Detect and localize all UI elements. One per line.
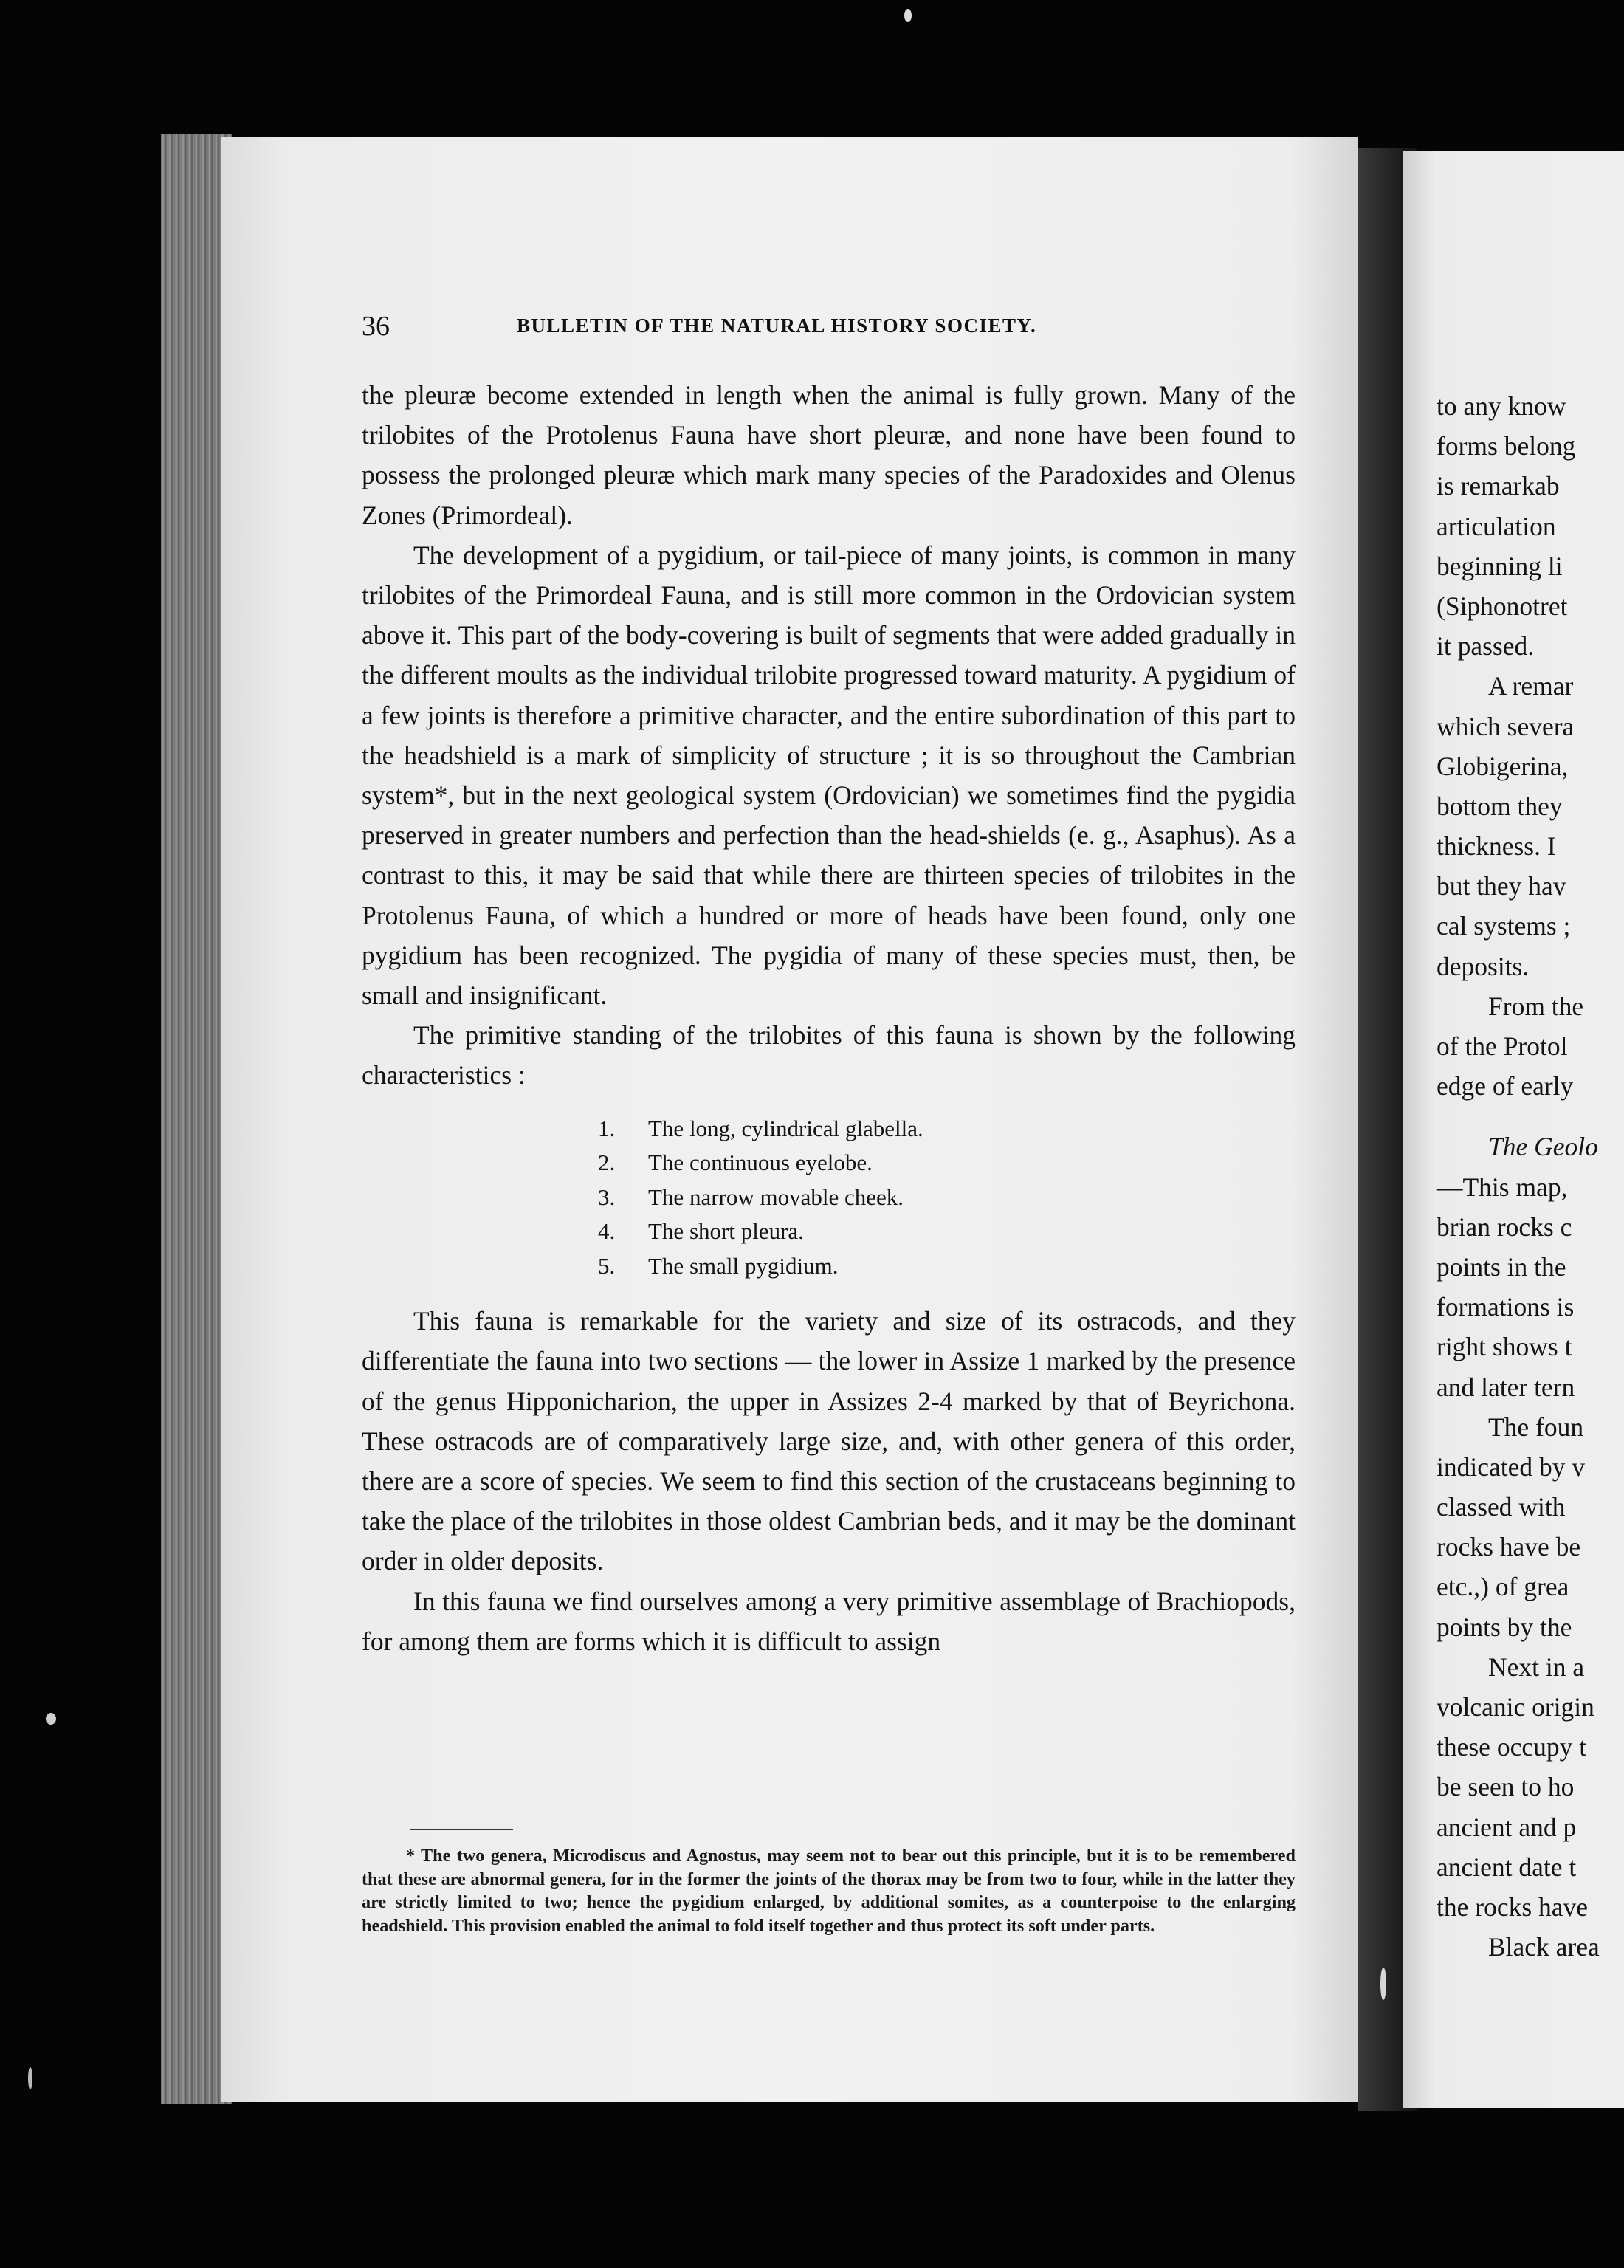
list-item [362, 1249, 1296, 1284]
list-item [362, 1181, 1296, 1215]
right-line: forms belong [1437, 431, 1576, 461]
list-text: The long, cylindrical glabella. [648, 1115, 923, 1141]
right-line: bottom they [1437, 791, 1563, 821]
list-number: 2. [598, 1150, 616, 1176]
dust-speck [904, 9, 912, 22]
footnote [362, 1844, 1296, 1937]
right-line: points in the [1437, 1251, 1566, 1282]
paragraph: In this fauna we find ourselves among a very primitive assemblage of Brachiopods, for among them are forms which it is difficult to assign [362, 1586, 1296, 1656]
right-line: rocks have be [1437, 1532, 1581, 1562]
right-section-heading: The Geolo [1488, 1132, 1598, 1162]
right-gap [1437, 1106, 1624, 1127]
right-line: formations is [1437, 1292, 1575, 1322]
paragraph: the pleuræ become extended in length when the animal is fully grown. Many of the trilobites of the Protolenus Fauna have short pleuræ, and none have been found to possess the prolonged pleuræ which mark many species of the Paradoxides and Olenus Zones (Primordeal). [362, 380, 1296, 530]
list-text: The narrow movable cheek. [648, 1183, 904, 1210]
right-line: is remarkab [1437, 471, 1560, 501]
right-line: but they hav [1437, 871, 1566, 901]
paragraph: The primitive standing of the trilobites of this fauna is shown by the following characteristics : [362, 1020, 1296, 1090]
right-line: Black area [1488, 1932, 1600, 1962]
right-page-text [1437, 386, 1624, 1967]
right-line: classed with [1437, 1492, 1566, 1522]
right-line: it passed. [1437, 631, 1535, 662]
list-number: 5. [598, 1252, 616, 1279]
body-text [362, 375, 1296, 1661]
dust-speck [28, 2067, 32, 2089]
list-number: 4. [598, 1218, 616, 1245]
list-text: The short pleura. [648, 1218, 804, 1245]
dust-speck [1380, 1968, 1386, 2000]
right-line: to any know [1437, 391, 1566, 421]
right-line: volcanic origin [1437, 1692, 1594, 1722]
right-line: which severa [1437, 711, 1575, 741]
right-line: ancient and p [1437, 1812, 1577, 1842]
right-line: beginning li [1437, 551, 1563, 581]
right-line: edge of early [1437, 1071, 1574, 1102]
right-line: cal systems ; [1437, 911, 1571, 941]
right-line: deposits. [1437, 951, 1530, 981]
list-number: 1. [598, 1115, 616, 1141]
right-page [1403, 151, 1624, 2108]
running-title: BULLETIN OF THE NATURAL HISTORY SOCIETY. [517, 315, 1037, 337]
right-line: right shows t [1437, 1332, 1572, 1362]
list-item [362, 1112, 1296, 1147]
paragraph: The development of a pygidium, or tail-piece of many joints, is common in many trilobites of the Primordeal Fauna, and is still more common in the Ordovician system above it. This part of the body-covering is built of segments that were added gradually in the different moults as the individual trilobite progressed toward maturity. A pygidium of a few joints is therefore a primitive character, and the entire subordination of this part to the headshield is a mark of simplicity of structure ; it is so throughout the Cambrian system*, but in the next geological system (Ordovician) we sometimes find the pygidia preserved in greater numbers and perfection than the head-shields (e. g., Asaphus). As a contrast to this, it may be said that while there are thirteen species of trilobites in the Protolenus Fauna, of which a hundred or more of heads have been found, only one pygidium has been recognized. The pygidia of many of these species must, then, be small and insignificant. [362, 540, 1296, 1011]
right-line: —This map, [1437, 1172, 1568, 1202]
dust-speck [46, 1713, 56, 1725]
list-number: 3. [598, 1183, 616, 1210]
right-line: thickness. I [1437, 831, 1556, 862]
page-header [362, 310, 1174, 347]
right-line: Globigerina, [1437, 751, 1569, 781]
right-line: the rocks have [1437, 1891, 1589, 1922]
footnote-rule [410, 1829, 513, 1830]
right-line: indicated by v [1437, 1451, 1586, 1482]
right-line: Next in a [1488, 1652, 1585, 1682]
right-line: The foun [1488, 1412, 1584, 1442]
right-line: be seen to ho [1437, 1772, 1575, 1802]
list-item [362, 1214, 1296, 1249]
list-text: The continuous eyelobe. [648, 1150, 873, 1176]
right-line: these occupy t [1437, 1732, 1587, 1762]
list-text: The small pygidium. [648, 1252, 839, 1279]
right-line: of the Protol [1437, 1031, 1568, 1061]
footnote-text: * The two genera, Microdiscus and Agnostus, may seem not to bear out this principle, but it is to be remembered that these are abnormal genera, for in the former the joints of the thorax may be from two to four, while in the latter they are strictly limited to two; hence the pygidium enlarged, by additional somites, as a counterpoise to the enlarging headshield. This provision enabled the animal to fold itself together and thus protect its soft under parts. [362, 1846, 1296, 1936]
right-line: (Siphonotret [1437, 591, 1568, 621]
right-line: ancient date t [1437, 1852, 1577, 1882]
right-line: From the [1488, 991, 1584, 1021]
right-line: A remar [1488, 671, 1574, 701]
right-line: and later tern [1437, 1372, 1575, 1402]
list-item [362, 1146, 1296, 1181]
right-line: points by the [1437, 1612, 1572, 1642]
right-line: articulation [1437, 511, 1556, 541]
right-line: brian rocks c [1437, 1212, 1572, 1242]
paragraph: This fauna is remarkable for the variety and size of its ostracods, and they differentiate the fauna into two sections — the lower in Assize 1 marked by the presence of the genus Hipponicharion, the upper in Assizes 2-4 marked by that of Beyrichona. These ostracods are of comparatively large size, and, with other genera of this order, there are a score of species. We seem to find this section of the crustaceans beginning to take the place of the trilobites in those oldest Cambrian beds, and it may be the dominant order in older deposits. [362, 1306, 1296, 1576]
page-number: 36 [362, 311, 390, 342]
characteristics-list [362, 1112, 1296, 1284]
right-line: etc.,) of grea [1437, 1572, 1569, 1602]
